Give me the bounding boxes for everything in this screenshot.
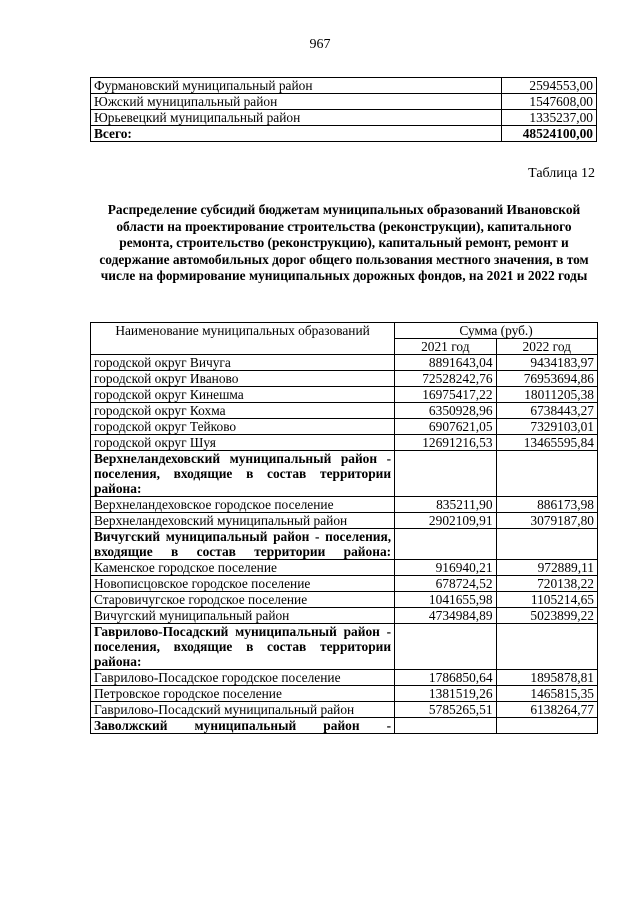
value-2021: 6907621,05	[395, 419, 496, 435]
value-2021	[395, 529, 496, 560]
table-row	[91, 670, 598, 686]
total-label: Всего:	[91, 126, 502, 142]
table-body	[91, 355, 598, 734]
table-row	[91, 686, 598, 702]
header-year-2021: 2021 год	[395, 339, 496, 355]
table-row	[91, 78, 597, 94]
section-name: Заволжский муниципальный район -	[91, 718, 395, 734]
row-name: городской округ Тейково	[91, 419, 395, 435]
value-2021: 1381519,26	[395, 686, 496, 702]
section-row	[91, 624, 598, 670]
value-2022: 6138264,77	[496, 702, 597, 718]
table-row	[91, 560, 598, 576]
section-row	[91, 529, 598, 560]
row-name: городской округ Кинешма	[91, 387, 395, 403]
value-2022: 886173,98	[496, 497, 597, 513]
row-name: Гаврилово-Посадский муниципальный район	[91, 702, 395, 718]
value-2022: 9434183,97	[496, 355, 597, 371]
table-number-label: Таблица 12	[528, 166, 595, 181]
table-row	[91, 513, 598, 529]
value-2021	[395, 624, 496, 670]
table-row	[91, 702, 598, 718]
value-2022: 1105214,65	[496, 592, 597, 608]
value-2021: 6350928,96	[395, 403, 496, 419]
page-number: 967	[309, 37, 331, 52]
table-row	[91, 387, 598, 403]
row-name: городской округ Вичуга	[91, 355, 395, 371]
value-2021: 678724,52	[395, 576, 496, 592]
value-2022: 13465595,84	[496, 435, 597, 451]
table-row	[91, 355, 598, 371]
value-2022: 720138,22	[496, 576, 597, 592]
value-2021: 2902109,91	[395, 513, 496, 529]
header-row	[91, 323, 598, 339]
value-2021: 835211,90	[395, 497, 496, 513]
section-row	[91, 718, 598, 734]
value-2022: 5023899,22	[496, 608, 597, 624]
header-year-2022: 2022 год	[496, 339, 597, 355]
value-2021	[395, 718, 496, 734]
total-row	[91, 126, 597, 142]
row-value: 1547608,00	[502, 94, 597, 110]
row-name: Старовичугское городское поселение	[91, 592, 395, 608]
section-name: Гаврилово-Посадский муниципальный район - поселения, входящие в состав территории района:	[91, 624, 395, 670]
table-row	[91, 435, 598, 451]
value-2021: 5785265,51	[395, 702, 496, 718]
value-2022: 1465815,35	[496, 686, 597, 702]
value-2021: 72528242,76	[395, 371, 496, 387]
value-2021: 12691216,53	[395, 435, 496, 451]
row-name: Верхнеландеховское городское поселение	[91, 497, 395, 513]
row-name: Гаврилово-Посадское городское поселение	[91, 670, 395, 686]
row-name: городской округ Шуя	[91, 435, 395, 451]
table-row	[91, 419, 598, 435]
value-2021: 4734984,89	[395, 608, 496, 624]
table-row	[91, 608, 598, 624]
section-name: Верхнеландеховский муниципальный район - поселения, входящие в состав территории района:	[91, 451, 395, 497]
value-2021: 1786850,64	[395, 670, 496, 686]
continuation-table	[90, 77, 597, 142]
row-value: 1335237,00	[502, 110, 597, 126]
row-name: городской округ Иваново	[91, 371, 395, 387]
value-2022: 18011205,38	[496, 387, 597, 403]
total-value: 48524100,00	[502, 126, 597, 142]
value-2022: 76953694,86	[496, 371, 597, 387]
table-row	[91, 94, 597, 110]
value-2022	[496, 718, 597, 734]
section-row	[91, 451, 598, 497]
row-name: Петровское городское поселение	[91, 686, 395, 702]
row-name: Каменское городское поселение	[91, 560, 395, 576]
table-row	[91, 110, 597, 126]
value-2022: 6738443,27	[496, 403, 597, 419]
row-name: Верхнеландеховский муниципальный район	[91, 513, 395, 529]
value-2021: 1041655,98	[395, 592, 496, 608]
section-name: Вичугский муниципальный район - поселения, входящие в состав территории района:	[91, 529, 395, 560]
value-2022: 1895878,81	[496, 670, 597, 686]
value-2021	[395, 451, 496, 497]
value-2021: 916940,21	[395, 560, 496, 576]
row-value: 2594553,00	[502, 78, 597, 94]
table-row	[91, 497, 598, 513]
value-2022: 972889,11	[496, 560, 597, 576]
value-2022	[496, 529, 597, 560]
value-2022	[496, 451, 597, 497]
row-name: Новописцовское городское поселение	[91, 576, 395, 592]
row-name: Фурмановский муниципальный район	[91, 78, 502, 94]
value-2022: 3079187,80	[496, 513, 597, 529]
row-name: Вичугский муниципальный район	[91, 608, 395, 624]
table-row	[91, 576, 598, 592]
row-name: городской округ Кохма	[91, 403, 395, 419]
subsidy-table	[90, 322, 598, 734]
row-name: Юрьевецкий муниципальный район	[91, 110, 502, 126]
table-heading: Распределение субсидий бюджетам муниципальных образований Ивановской области на проектирование строительства (реконструкции), капитального ремонта, строительство (реконструкцию), капитальный ремонт, ремонт и содержание автомобильных дорог общего пользования местного значения, в том числе на формирование муниципальных дорожных фондов, на 2021 и 2022 годы	[99, 202, 589, 284]
value-2022: 7329103,01	[496, 419, 597, 435]
table-row	[91, 592, 598, 608]
row-name: Южский муниципальный район	[91, 94, 502, 110]
value-2022	[496, 624, 597, 670]
value-2021: 8891643,04	[395, 355, 496, 371]
table-row	[91, 403, 598, 419]
header-sum-column: Сумма (руб.)	[395, 323, 598, 339]
table-row	[91, 371, 598, 387]
value-2021: 16975417,22	[395, 387, 496, 403]
header-name-column: Наименование муниципальных образований	[91, 323, 395, 355]
